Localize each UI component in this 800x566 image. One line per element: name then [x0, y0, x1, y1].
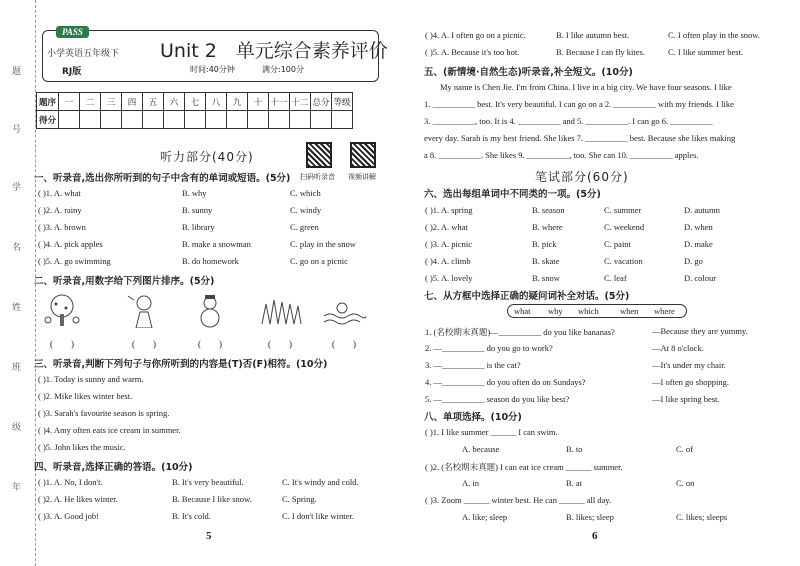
qr-label: 视频讲解 [348, 173, 376, 181]
option: B. It's cold. [172, 511, 211, 521]
table-header: 十一 [269, 93, 290, 111]
list-item: ( )4. Amy often eats ice cream in summer. [38, 425, 181, 435]
score-cell[interactable] [227, 111, 248, 129]
list-item: ( )5. A. go swimming [38, 256, 111, 266]
table-header: 九 [227, 93, 248, 111]
dialogue-answer: —I like spring best. [652, 394, 720, 404]
option: B. why [182, 188, 207, 198]
dialogue-question: 5. —__________ season do you like best? [425, 394, 570, 404]
section-3-title: 三、听录音,判断下列句子与你所听到的内容是(T)否(F)相符。(10分) [34, 359, 328, 370]
table-cell: 得分 [37, 111, 59, 129]
dialogue-question: 4. —__________ do you often do on Sundays? [425, 377, 586, 387]
option: C. I don't like winter. [282, 511, 354, 521]
dialogue-answer: —At 8 o'clock. [652, 343, 704, 353]
answer-paren[interactable]: ( ) [198, 339, 222, 349]
section-2-title: 二、听录音,用数字给下列图片排序。(5分) [34, 276, 215, 287]
score-cell[interactable] [269, 111, 290, 129]
written-title: 笔试部分(60分) [535, 170, 629, 184]
list-item: ( )1. A. No, I don't. [38, 477, 103, 487]
option: C. paint [604, 239, 631, 249]
option: C. summer [604, 205, 642, 215]
margin-char: 名 [12, 243, 22, 253]
list-item: ( )2. A. rainy [38, 205, 82, 215]
option: D. make [684, 239, 713, 249]
margin-char: 班 [12, 363, 22, 373]
word-option: what [514, 306, 531, 316]
section-7-title: 七、从方框中选择正确的疑问词补全对话。(5分) [424, 291, 630, 302]
answer-paren[interactable]: ( ) [132, 339, 156, 349]
option: C. vacation [604, 256, 643, 266]
word-option: when [620, 306, 639, 316]
word-option: why [548, 306, 563, 316]
option: C. on [676, 478, 695, 488]
option: B. It's very beautiful. [172, 477, 244, 487]
option: D. colour [684, 273, 717, 283]
list-item: ( )3. A. Good job! [38, 511, 99, 521]
list-item: ( )1. Today is sunny and warm. [38, 374, 144, 384]
score-cell[interactable] [311, 111, 332, 129]
section-4-title: 四、听录音,选择正确的答语。(10分) [34, 462, 193, 473]
option: B. snow [532, 273, 560, 283]
page-number: 6 [592, 530, 598, 542]
section-6-title: 六、选出每组单词中不同类的一项。(5分) [424, 189, 601, 200]
table-header: 十二 [290, 93, 311, 111]
option: B. skate [532, 256, 560, 266]
passage-line: My name is Chen Jie. I'm from China. I live in a big city. We have four seasons. I like [440, 82, 732, 92]
table-header: 二 [80, 93, 101, 111]
answer-paren[interactable]: ( ) [268, 339, 292, 349]
list-item: ( )4. A. pick apples [38, 239, 103, 249]
option: B. likes; sleep [566, 512, 614, 522]
table-header: 总分 [311, 93, 332, 111]
dialogue-question: 1. (名校期末真题)—__________ do you like bananas? [425, 327, 615, 337]
table-header: 题序 [37, 93, 59, 111]
list-item: ( )3. A. picnic [425, 239, 472, 249]
qr-label: 扫码听录音 [300, 173, 335, 181]
option: D. autumn [684, 205, 720, 215]
option: B. make a snowman [182, 239, 251, 249]
grade-label: 小学英语五年级下 [47, 49, 120, 59]
option: C. green [290, 222, 319, 232]
score-cell[interactable] [143, 111, 164, 129]
score-cell[interactable] [248, 111, 269, 129]
list-item: ( )5. John likes the music. [38, 442, 126, 452]
option: C. play in the snow [290, 239, 356, 249]
margin-char: 级 [12, 423, 22, 433]
table-row [37, 111, 353, 129]
score-cell[interactable] [332, 111, 353, 129]
margin-char: 题 [12, 67, 22, 77]
margin-char: 学 [12, 183, 22, 193]
girl-picture [122, 294, 166, 328]
option: D. go [684, 256, 703, 266]
option: C. leaf [604, 273, 627, 283]
option: B. to [566, 444, 583, 454]
option: C. which [290, 188, 321, 198]
list-item: ( )4. A. I often go on a picnic. [425, 30, 526, 40]
answer-paren[interactable]: ( ) [332, 339, 356, 349]
option: A. because [462, 444, 500, 454]
score-cell[interactable] [206, 111, 227, 129]
list-item: ( )2. A. He likes winter. [38, 494, 118, 504]
option: C. weekend [604, 222, 645, 232]
score-cell[interactable] [290, 111, 311, 129]
option: C. It's windy and cold. [282, 477, 359, 487]
table-header: 六 [164, 93, 185, 111]
list-item: ( )4. A. climb [425, 256, 471, 266]
table-header: 七 [185, 93, 206, 111]
list-item: ( )1. A. spring [425, 205, 473, 215]
section-8-title: 八、单项选择。(10分) [424, 412, 522, 423]
table-header: 四 [122, 93, 143, 111]
page-number: 5 [206, 530, 212, 542]
time-limit: 时间:40分钟 [190, 65, 235, 74]
table-row [37, 93, 353, 111]
margin-char: 姓 [12, 303, 22, 313]
option: B. sunny [182, 205, 213, 215]
table-header: 五 [143, 93, 164, 111]
dialogue-question: 2. —__________ do you go to work? [425, 343, 553, 353]
score-cell[interactable] [164, 111, 185, 129]
option: A. in [462, 478, 479, 488]
apple-tree-picture [40, 294, 84, 328]
listening-title: 听力部分(40分) [160, 150, 254, 164]
qr-code-icon[interactable] [350, 142, 376, 168]
option: A. like; sleep [462, 512, 508, 522]
margin-char: 号 [12, 125, 22, 135]
table-header: 等级 [332, 93, 353, 111]
option: B. at [566, 478, 583, 488]
list-item: ( )2. Mike likes winter best. [38, 391, 133, 401]
mcq-question: ( )3. Zoom ______ winter best. He can ______ all day. [425, 495, 612, 505]
binding-margin [0, 0, 36, 566]
list-item: ( )3. Sarah's favourite season is spring. [38, 408, 170, 418]
score-cell[interactable] [101, 111, 122, 129]
list-item: ( )2. A. what [425, 222, 468, 232]
option: D. when [684, 222, 713, 232]
mcq-question: ( )1. I like summer ______ I can swim. [425, 427, 558, 437]
option: C. I often play in the snow. [668, 30, 760, 40]
full-score: 满分:100分 [262, 65, 304, 74]
score-cell[interactable] [122, 111, 143, 129]
table-header: 一 [59, 93, 80, 111]
table-header: 十 [248, 93, 269, 111]
dialogue-answer: —I often go shopping. [652, 377, 729, 387]
option: C. I like summer best. [668, 47, 744, 57]
brand-logo: PASS [56, 26, 89, 38]
option: B. Because I like snow. [172, 494, 252, 504]
page-title: Unit 2 单元综合素养评价 [160, 40, 388, 62]
dialogue-answer: —It's under my chair. [652, 360, 726, 370]
mcq-question: ( )2. (名校期末真题) I can eat ice cream ______ summer. [425, 462, 623, 472]
option: B. season [532, 205, 565, 215]
dialogue-answer: —Because they are yummy. [652, 326, 748, 336]
option: C. likes; sleeps [676, 512, 728, 522]
option: B. I like autumn best. [556, 30, 630, 40]
option: B. Because I can fly kites. [556, 47, 645, 57]
forest-picture [258, 294, 302, 328]
list-item: ( )1. A. what [38, 188, 81, 198]
option: C. Spring. [282, 494, 317, 504]
passage-line: 1. __________ best. It's very beautiful. I can go on a 2. __________ with my friends. I like [424, 99, 734, 109]
section-1-title: 一、听录音,选出你所听到的句子中含有的单词或短语。(5分) [34, 173, 291, 184]
score-cell[interactable] [80, 111, 101, 129]
score-table [36, 92, 353, 129]
passage-line: 3. __________, too. It is 4. __________ and 5. __________. I can go 6. __________ [424, 116, 713, 126]
section-5-title: 五、(新情境·自然生态)听录音,补全短文。(10分) [424, 67, 633, 78]
option: C. windy [290, 205, 322, 215]
margin-char: 年 [12, 483, 22, 493]
table-header: 八 [206, 93, 227, 111]
option: B. do homework [182, 256, 239, 266]
answer-paren[interactable]: ( ) [50, 339, 74, 349]
list-item: ( )5. A. lovely [425, 273, 473, 283]
word-option: which [578, 306, 599, 316]
score-cell[interactable] [185, 111, 206, 129]
option: B. where [532, 222, 563, 232]
score-cell[interactable] [59, 111, 80, 129]
passage-line: every day. Sarah is my best friend. She likes 7. __________ best. Because she likes making [424, 133, 736, 143]
list-item: ( )3. A. brown [38, 222, 86, 232]
snowman-picture [188, 294, 232, 328]
option: C. of [676, 444, 693, 454]
swimming-picture [322, 294, 366, 328]
qr-code-icon[interactable] [306, 142, 332, 168]
dialogue-question: 3. —__________ is the cat? [425, 360, 521, 370]
option: B. library [182, 222, 215, 232]
option: B. pick [532, 239, 557, 249]
table-header: 三 [101, 93, 122, 111]
passage-line: a 8. __________. She likes 9. __________, too. She can 10. __________ apples. [424, 150, 699, 160]
edition-label: RJ版 [62, 67, 82, 77]
list-item: ( )5. A. Because it's too hot. [425, 47, 520, 57]
word-option: where [654, 306, 675, 316]
option: C. go on a picnic [290, 256, 348, 266]
